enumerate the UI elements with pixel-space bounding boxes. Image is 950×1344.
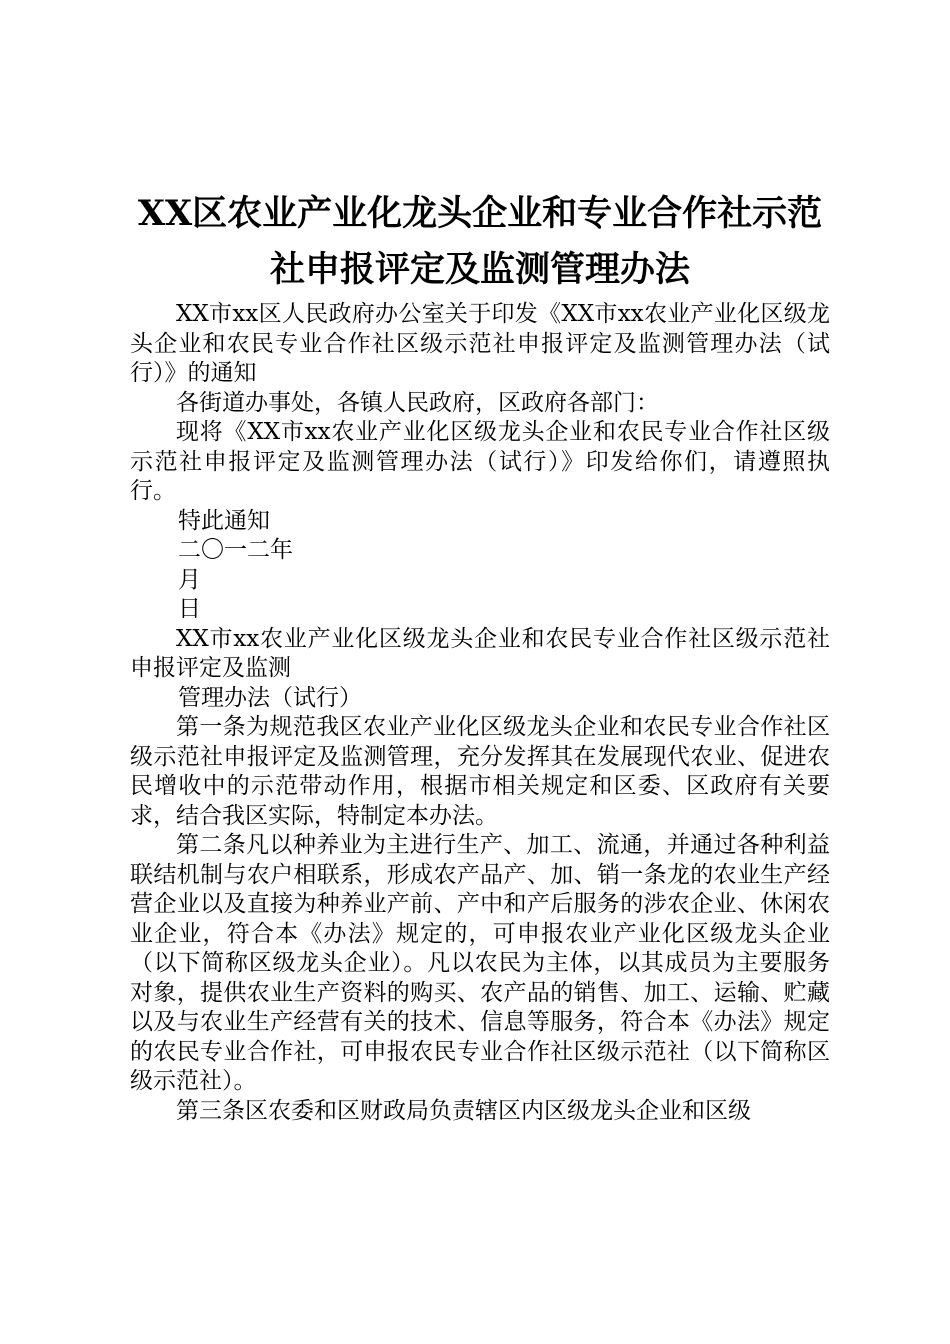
article-2: 第二条凡以种养业为主进行生产、加工、流通，并通过各种利益联结机制与农户相联系，形成农产品产、加、销一条龙的农业生产经营企业以及直接为种养业产前、产中和产后服务的涉农企业、休闲农业企业，符合本《办法》规定的，可申报农业产业化区级龙头企业（以下简称区级龙头企业）。凡以农民为主体，以其成员为主要服务对象，提供农业生产资料的购买、农产品的销售、加工、运输、贮藏以及与农业生产经营有关的技术、信息等服务，符合本《办法》规定的农民专业合作社，可申报农民专业合作社区级示范社（以下简称区级示范社）。 bbox=[130, 832, 830, 1094]
date-day: 日 bbox=[178, 596, 201, 622]
article-1: 第一条为规范我区农业产业化区级龙头企业和农民专业合作社区级示范社申报评定及监测管理，充分发挥其在发展现代农业、促进农民增收中的示范带动作用，根据市相关规定和区委、区政府有关要求，结合我区实际，特制定本办法。 bbox=[130, 714, 830, 829]
document-body bbox=[130, 300, 830, 1126]
date-year: 二〇一二年 bbox=[178, 537, 293, 563]
document-page bbox=[130, 186, 830, 1126]
notice-heading: XX市xx区人民政府办公室关于印发《XX市xx农业产业化区级龙头企业和农民专业合作社区级示范社申报评定及监测管理办法（试行）》的通知 bbox=[130, 301, 830, 386]
regulation-title: XX市xx农业产业化区级龙头企业和农民专业合作社区级示范社申报评定及监测 bbox=[130, 625, 830, 681]
addressee: 各街道办事处，各镇人民政府，区政府各部门： bbox=[176, 389, 659, 416]
regulation-subtitle: 管理办法（试行） bbox=[178, 684, 362, 711]
title-line-2: 社申报评定及监测管理办法 bbox=[269, 249, 690, 290]
title-line-1: XX区农业产业化龙头企业和专业合作社示范 bbox=[137, 193, 823, 234]
article-3: 第三条区农委和区财政局负责辖区内区级龙头企业和区级 bbox=[176, 1097, 751, 1124]
closing: 特此通知 bbox=[178, 507, 270, 534]
date-month: 月 bbox=[178, 566, 201, 593]
document-title bbox=[130, 186, 830, 298]
notice-body: 现将《XX市xx农业产业化区级龙头企业和农民专业合作社区级示范社申报评定及监测管理办法（试行）》印发给你们，请遵照执行。 bbox=[130, 419, 830, 504]
